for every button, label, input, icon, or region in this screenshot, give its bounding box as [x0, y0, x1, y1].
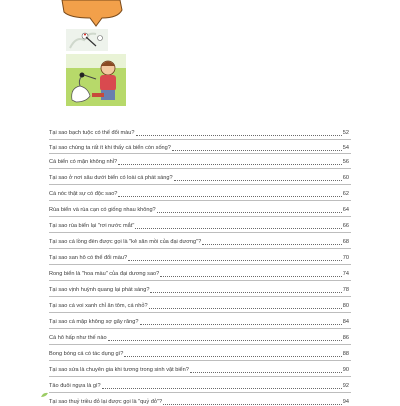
toc-entry-title: Tại sao cá voi xanh chỉ ăn tôm, cá nhỏ?: [49, 303, 148, 310]
toc-entry-page: 64: [342, 207, 349, 214]
toc-entry-page: 86: [342, 335, 349, 342]
dot-leader: [172, 150, 342, 151]
divider: [49, 344, 351, 345]
toc-entry-title: Tại sao vịnh huỳnh quang lại phát sáng?: [49, 287, 150, 294]
divider: [49, 200, 351, 201]
dot-leader: [163, 404, 342, 405]
divider: [49, 328, 351, 329]
divider: [49, 392, 351, 393]
toc-entry-page: 88: [342, 351, 349, 358]
toc-entry-page: 70: [342, 255, 349, 262]
toc-entry-page: 66: [342, 223, 349, 230]
dot-leader: [150, 292, 341, 293]
dot-leader: [102, 388, 342, 389]
toc-entry[interactable]: [49, 395, 349, 406]
dot-leader: [135, 228, 341, 229]
toc-entry[interactable]: [49, 203, 349, 214]
dot-leader: [118, 164, 342, 165]
toc-entry-title: Tại sao san hô có thể đổi màu?: [49, 255, 128, 262]
dot-leader: [128, 260, 342, 261]
toc-entry-title: Tại sao cá lồng đèn được gọi là "kẻ săn mồi của đại dương"?: [49, 239, 202, 246]
toc-entry-title: Cá nóc thật sự có độc sao?: [49, 191, 118, 198]
toc-entry-page: 62: [342, 191, 349, 198]
toc-entry-title: Tại sao sứa là chuyên gia khi tương trong sinh vật biển?: [49, 367, 189, 374]
toc-entry-page: 68: [342, 239, 349, 246]
divider: [49, 168, 351, 169]
toc-entry-title: Bong bóng cá có tác dụng gì?: [49, 351, 124, 358]
toc-entry[interactable]: [49, 155, 349, 166]
toc-entry-page: 78: [342, 287, 349, 294]
dot-leader: [190, 372, 342, 373]
toc-entry[interactable]: [49, 379, 349, 390]
dot-leader: [136, 135, 342, 136]
toc-entry-title: Rong biển là "hoa màu" của đại dương sao?: [49, 271, 160, 278]
divider: [49, 264, 351, 265]
divider: [49, 312, 351, 313]
dot-leader: [124, 356, 341, 357]
divider: [49, 232, 351, 233]
toc-entry[interactable]: [49, 235, 349, 246]
dot-leader: [202, 244, 342, 245]
comic-illustration: [0, 0, 400, 120]
toc-entry[interactable]: [49, 331, 349, 342]
divider: [49, 376, 351, 377]
toc-entry[interactable]: [49, 126, 349, 137]
toc-entry[interactable]: [49, 141, 349, 152]
toc-entry-title: Tại sao thuỷ triều đỏ lại được gọi là "quỷ đỏ"?: [49, 399, 163, 406]
toc-entry[interactable]: [49, 267, 349, 278]
divider: [49, 184, 351, 185]
toc-entry-page: 56: [342, 159, 349, 166]
divider: [49, 139, 351, 140]
toc-entry-title: Tại sao bạch tuộc có thể đổi màu?: [49, 130, 135, 137]
toc-entry[interactable]: [49, 315, 349, 326]
toc-entry-page: 94: [342, 399, 349, 406]
toc-entry-title: Cá biển có mặn không nhỉ?: [49, 159, 118, 166]
toc-entry-page: 54: [342, 145, 349, 152]
toc-entry-title: Tại sao rùa biển lại "rơi nước mắt": [49, 223, 135, 230]
dot-leader: [157, 212, 342, 213]
toc-entry-title: Tại sao cá mập không sợ gãy răng?: [49, 319, 139, 326]
toc-entry-page: 60: [342, 175, 349, 182]
toc-entry[interactable]: [49, 283, 349, 294]
divider: [49, 280, 351, 281]
leaf-icon: [40, 392, 50, 398]
toc-entry[interactable]: [49, 171, 349, 182]
toc-entry-title: Rùa biển và rùa cạn có giống nhau không?: [49, 207, 156, 214]
toc-entry-page: 90: [342, 367, 349, 374]
toc-entry-page: 52: [342, 130, 349, 137]
divider: [49, 296, 351, 297]
divider: [49, 360, 351, 361]
toc-entry-page: 84: [342, 319, 349, 326]
toc-entry-title: Cá hô hấp như thế nào: [49, 335, 107, 342]
toc-entry[interactable]: [49, 299, 349, 310]
toc-entry[interactable]: [49, 219, 349, 230]
dot-leader: [160, 276, 341, 277]
dot-leader: [174, 180, 342, 181]
toc-entry-page: 80: [342, 303, 349, 310]
divider: [49, 153, 351, 154]
toc-entry-page: 92: [342, 383, 349, 390]
crane-panel: [66, 29, 108, 51]
dot-leader: [118, 196, 341, 197]
boy-crane-panel: [66, 54, 126, 106]
toc-entry[interactable]: [49, 347, 349, 358]
divider: [49, 248, 351, 249]
divider: [49, 216, 351, 217]
dot-leader: [149, 308, 342, 309]
toc-entry-title: Tảo đuôi ngựa là gì?: [49, 383, 101, 390]
toc-entry-title: Tại sao ở nơi sâu dưới biển có loài cá phát sáng?: [49, 175, 173, 182]
toc-entry[interactable]: [49, 363, 349, 374]
speech-bubble: [62, 0, 122, 26]
dot-leader: [140, 324, 342, 325]
toc-entry-page: 74: [342, 271, 349, 278]
toc-entry[interactable]: [49, 251, 349, 262]
toc-entry[interactable]: [49, 187, 349, 198]
toc-entry-title: Tại sao chúng ta rất ít khi thấy cá biển còn sống?: [49, 145, 171, 152]
dot-leader: [108, 340, 342, 341]
